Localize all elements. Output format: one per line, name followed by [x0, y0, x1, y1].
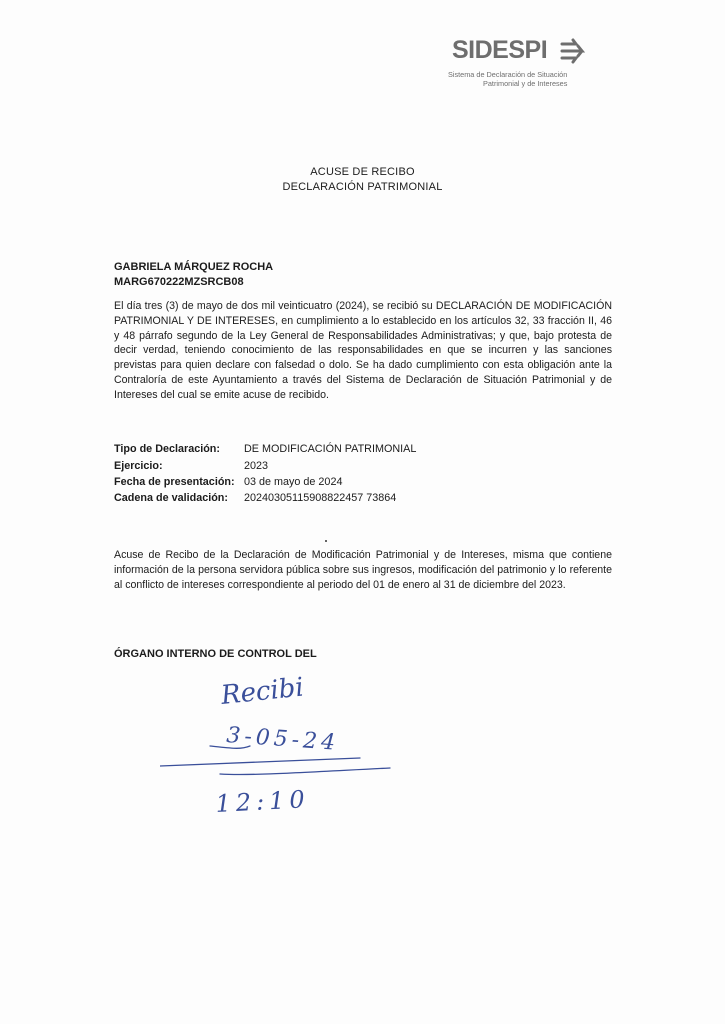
- logo-subtitle-line2: Patrimonial y de Intereses: [483, 79, 568, 88]
- detail-value: 20240305115908822457 73864: [244, 492, 397, 504]
- declarant-name: GABRIELA MÁRQUEZ ROCHA: [114, 261, 274, 273]
- document-title-line1: ACUSE DE RECIBO: [310, 166, 415, 178]
- logo-wordmark: SIDESPI: [452, 36, 548, 64]
- logo-subtitle-line1: Sistema de Declaración de Situación: [448, 70, 568, 79]
- logo-arrow-icon: [560, 36, 590, 66]
- scan-speck: [325, 540, 327, 542]
- detail-label: Fecha de presentación:: [114, 476, 235, 488]
- handwritten-word: Recibi: [219, 676, 306, 711]
- detail-value: 2023: [244, 460, 269, 472]
- organ-heading: ÓRGANO INTERNO DE CONTROL DEL: [114, 648, 317, 660]
- document-title-line2: DECLARACIÓN PATRIMONIAL: [282, 181, 443, 193]
- handwritten-receipt: [160, 676, 400, 826]
- handwritten-date: 3-05-24: [225, 723, 340, 756]
- body-paragraph: El día tres (3) de mayo de dos mil veinticuatro (2024), se recibió su DECLARACIÓN DE MODIFICACIÓN PATRIMONIAL Y DE INTERESES, en cumplimiento a lo establecido en los artículos 32, 33 fracción II, 46 y 48 párrafo segundo de la Ley General de Responsabilidades Administrativas; y que, bajo protesta de decir verdad, teniendo conocimiento de las responsabilidades en que se incurren y las sanciones previstas para quien declare con falsedad o dolo. Se ha dado cumplimiento con esta obligación ante la Contraloría de este Ayuntamiento a través del Sistema de Declaración de Situación Patrimonial y de Intereses del cual se emite acuse de recibido.: [114, 300, 612, 401]
- detail-label: Ejercicio:: [114, 460, 163, 472]
- declarant-rfc: MARG670222MZSRCB08: [114, 276, 244, 288]
- handwritten-strokes: [160, 676, 400, 826]
- sidespi-logo: [448, 36, 598, 96]
- detail-label: Tipo de Declaración:: [114, 443, 220, 455]
- handwritten-time: 12:10: [214, 785, 311, 818]
- closing-paragraph: Acuse de Recibo de la Declaración de Modificación Patrimonial y de Intereses, misma que contiene información de la persona servidora pública sobre sus ingresos, modificación del patrimonio y lo referente al conflicto de intereses correspondiente al periodo del 01 de enero al 31 de diciembre del 2023.: [114, 549, 612, 591]
- detail-value: DE MODIFICACIÓN PATRIMONIAL: [244, 443, 417, 455]
- detail-label: Cadena de validación:: [114, 492, 228, 504]
- detail-value: 03 de mayo de 2024: [244, 476, 343, 488]
